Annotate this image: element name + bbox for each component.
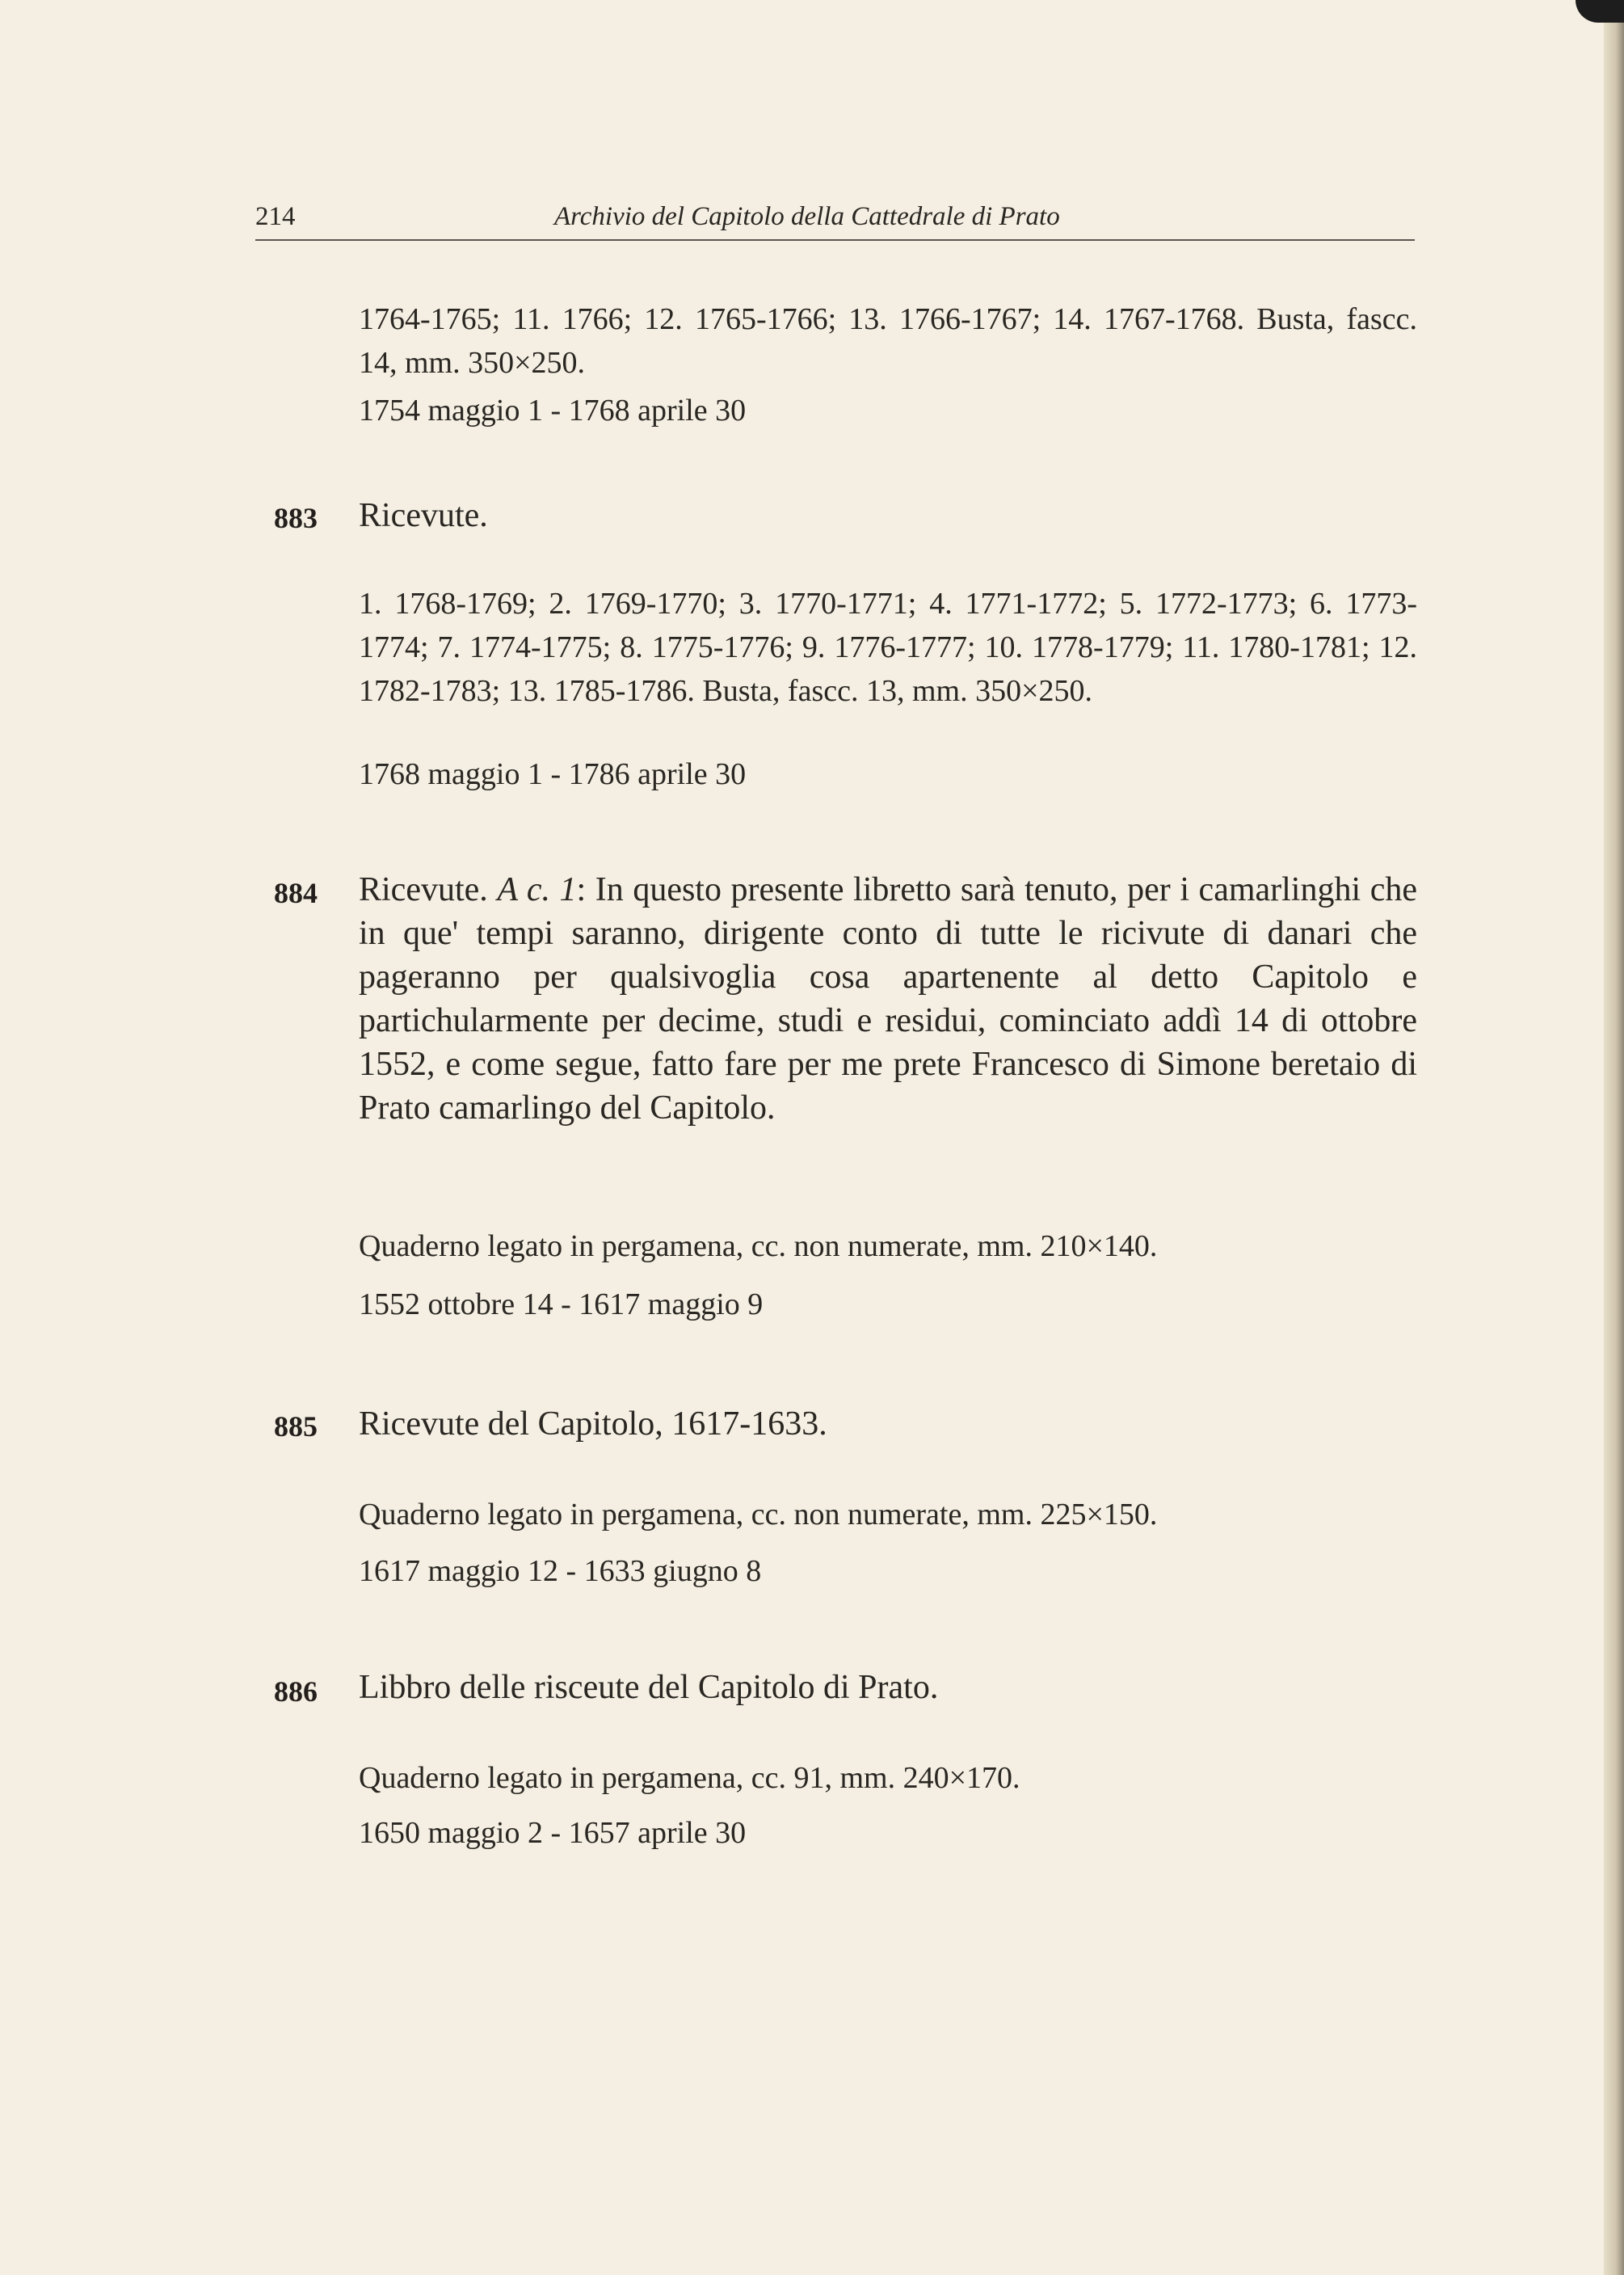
entry-title: Ricevute. xyxy=(359,497,488,534)
page-edge-shadow xyxy=(1604,0,1624,2275)
entry-number: 885 xyxy=(274,1410,318,1443)
entry-description: 1. 1768-1769; 2. 1769-1770; 3. 1770-1771; 4. 1771-1772; 5. 1772-1773; 6. 1773-1774; 7. 1774-1775; 8. 1775-1776; 9. 1776-1777; 10. 1778-1779; 11. 1780-1781; 12. 1782-1783; 13. 1785-1786. Busta, fascc. 13, mm. 350×250. xyxy=(359,587,1417,708)
entry-body xyxy=(359,868,1417,1130)
entry-number: 886 xyxy=(274,1675,318,1708)
running-title: Archivio del Capitolo della Cattedrale di Prato xyxy=(554,202,1060,231)
entry-dates: 1617 maggio 12 - 1633 giugno 8 xyxy=(359,1554,762,1588)
page-header xyxy=(255,200,1415,241)
entry-description: Quaderno legato in pergamena, cc. 91, mm. 240×170. xyxy=(359,1761,1020,1795)
entry-dates: 1768 maggio 1 - 1786 aprile 30 xyxy=(359,757,747,791)
entry-description: Quaderno legato in pergamena, cc. non numerate, mm. 210×140. xyxy=(359,1229,1158,1263)
page-number: 214 xyxy=(255,202,296,231)
entry-dates: 1552 ottobre 14 - 1617 maggio 9 xyxy=(359,1287,764,1321)
entry-title: Ricevute. xyxy=(359,871,488,908)
entry-title: Ricevute del Capitolo, 1617-1633. xyxy=(359,1405,827,1443)
entry-number: 883 xyxy=(274,502,318,534)
entry-description: Quaderno legato in pergamena, cc. non numerate, mm. 225×150. xyxy=(359,1498,1158,1531)
entry-reference: A c. 1 xyxy=(497,871,577,908)
entry-title: Libbro delle risceute del Capitolo di Prato. xyxy=(359,1669,939,1706)
continuation-description: 1764-1765; 11. 1766; 12. 1765-1766; 13. 1766-1767; 14. 1767-1768. Busta, fascc. 14, mm. 350×250. xyxy=(359,302,1417,380)
entry-body-text: : In questo presente libretto sarà tenuto, per i camarlinghi che in que' tempi saranno, dirigente conto di tutte le ricivute di danari che pageranno per qualsivoglia cosa apartenente al detto Capitolo e partichularmente per decime, studi e residui, cominciato addì 14 di ottobre 1552, e come segue, fatto fare per me prete Francesco di Simone beretaio di Prato camarlingo del Capitolo. xyxy=(359,871,1417,1127)
entry-dates: 1650 maggio 2 - 1657 aprile 30 xyxy=(359,1816,747,1850)
continuation-dates: 1754 maggio 1 - 1768 aprile 30 xyxy=(359,394,747,428)
entry-number: 884 xyxy=(274,877,318,909)
